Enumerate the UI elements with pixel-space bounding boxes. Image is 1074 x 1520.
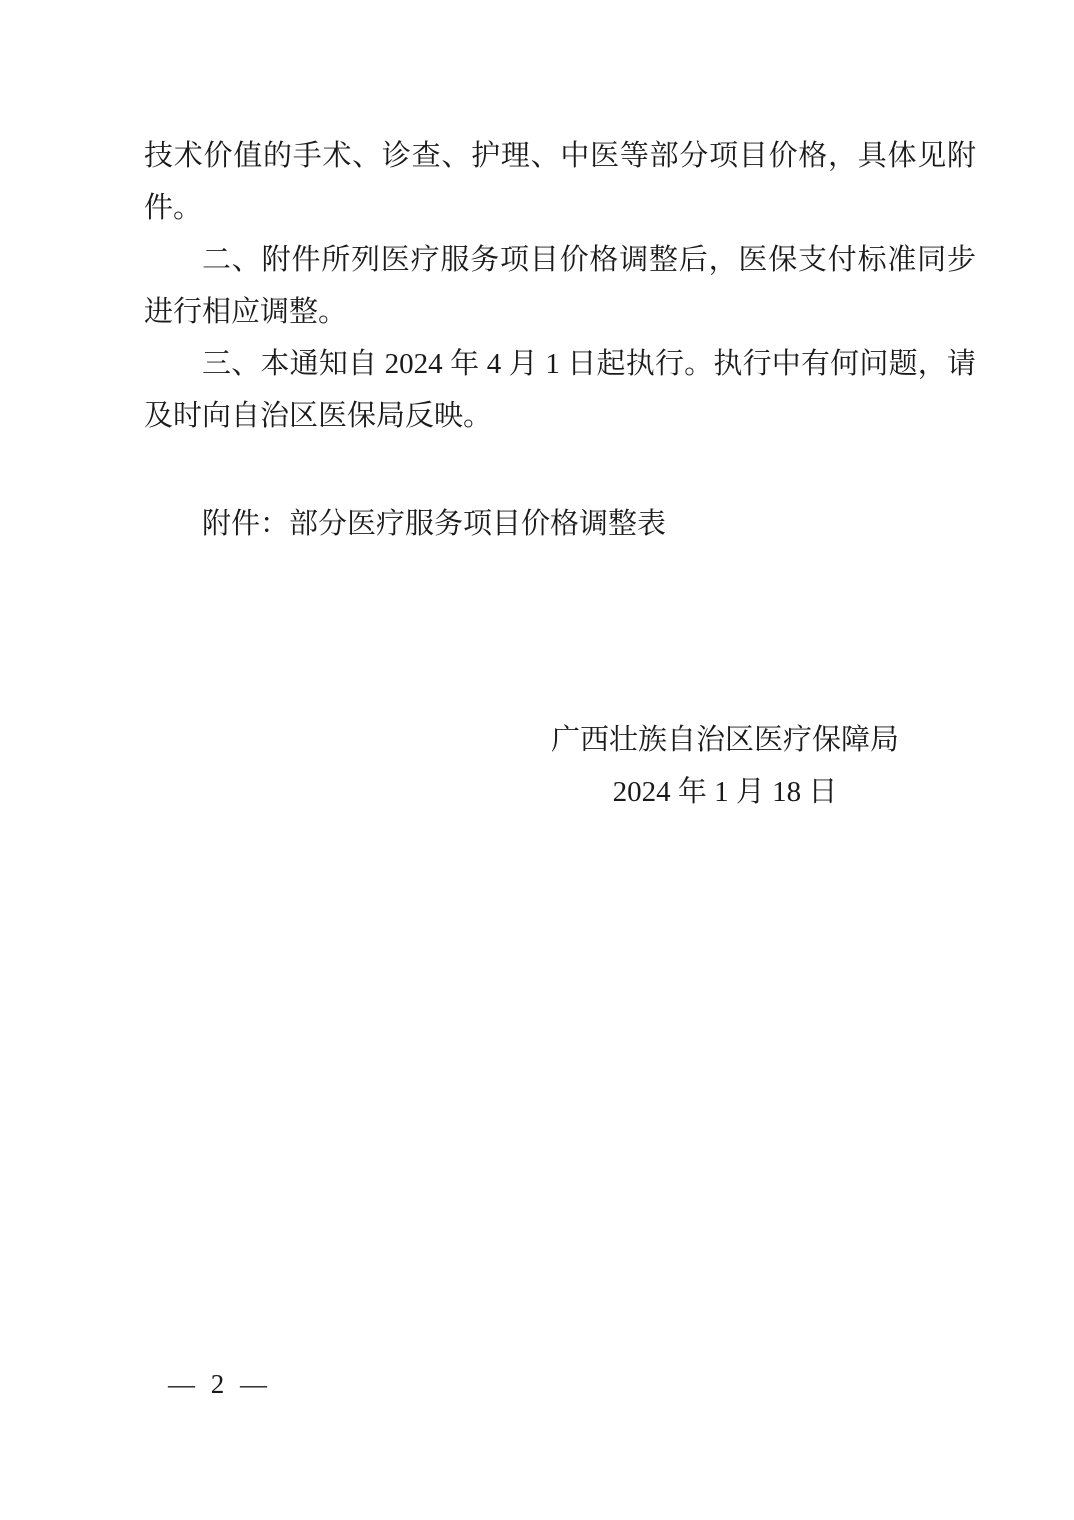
paragraph-continuation: 技术价值的手术、诊查、护理、中医等部分项目价格，具体见附件。 (144, 140, 976, 224)
attachment-line: 附件：部分医疗服务项目价格调整表 (202, 508, 667, 540)
document-body (144, 130, 976, 550)
paragraph-item-3: 三、本通知自 2024 年 4 月 1 日起执行。执行中有何问题，请及时向自治区医保局反映。 (144, 348, 976, 432)
page-number: — 2 — (168, 1369, 267, 1399)
signature-date: 2024 年 1 月 18 日 (612, 776, 838, 808)
paragraph-item-2: 二、附件所列医疗服务项目价格调整后，医保支付标准同步进行相应调整。 (144, 244, 976, 328)
issuer-signature: 广西壮族自治区医疗保障局 (550, 724, 899, 756)
